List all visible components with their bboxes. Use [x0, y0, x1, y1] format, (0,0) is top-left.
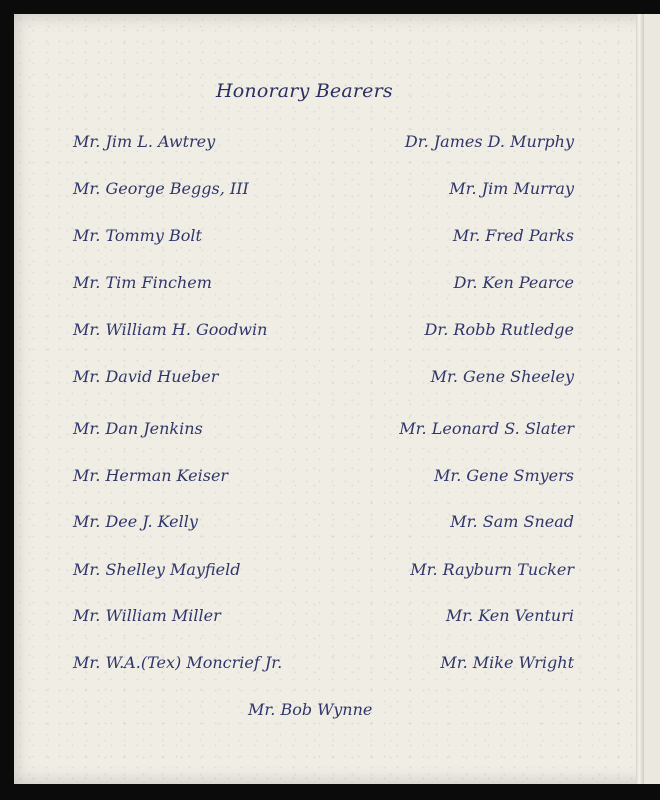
page-title: Honorary Bearers: [216, 80, 393, 102]
bearer-name-right: Mr. Jim Murray: [449, 179, 574, 198]
bearer-name-left: Mr. William H. Goodwin: [73, 320, 268, 339]
bearer-name-left: Mr. William Miller: [73, 606, 221, 625]
bearer-name-left: Mr. Dan Jenkins: [73, 419, 203, 438]
bearer-name-left: Mr. Herman Keiser: [73, 466, 229, 485]
card-fold: [636, 14, 644, 784]
bearer-name-right: Dr. Robb Rutledge: [424, 320, 574, 339]
bearer-name-left: Mr. George Beggs, III: [73, 179, 249, 198]
bearer-name-right: Mr. Gene Smyers: [433, 466, 574, 485]
bearer-name-left: Mr. Shelley Mayfield: [73, 560, 241, 579]
bearer-name-left: Mr. Tim Finchem: [73, 273, 212, 292]
bearer-name-right: Mr. Leonard S. Slater: [399, 419, 574, 438]
bearer-name-right: Dr. James D. Murphy: [404, 132, 574, 151]
bearer-name-left: Mr. Tommy Bolt: [73, 226, 202, 245]
bearer-name-right: Mr. Fred Parks: [452, 226, 574, 245]
bearer-name-right: Mr. Mike Wright: [440, 653, 574, 672]
bearer-name-right: Mr. Gene Sheeley: [430, 367, 574, 386]
bearer-name-left: Mr. W.A.(Tex) Moncrief Jr.: [73, 653, 283, 672]
next-page-edge: [644, 14, 660, 784]
bearer-name-right: Mr. Sam Snead: [450, 512, 574, 531]
bearer-name-right: Dr. Ken Pearce: [453, 273, 574, 292]
bearer-name-left: Mr. David Hueber: [73, 367, 219, 386]
bearer-name-left: Mr. Dee J. Kelly: [73, 512, 198, 531]
bearer-name-final: Mr. Bob Wynne: [248, 700, 373, 719]
bearer-name-right: Mr. Ken Venturi: [445, 606, 574, 625]
bearer-name-right: Mr. Rayburn Tucker: [410, 560, 574, 579]
bearer-name-left: Mr. Jim L. Awtrey: [73, 132, 216, 151]
